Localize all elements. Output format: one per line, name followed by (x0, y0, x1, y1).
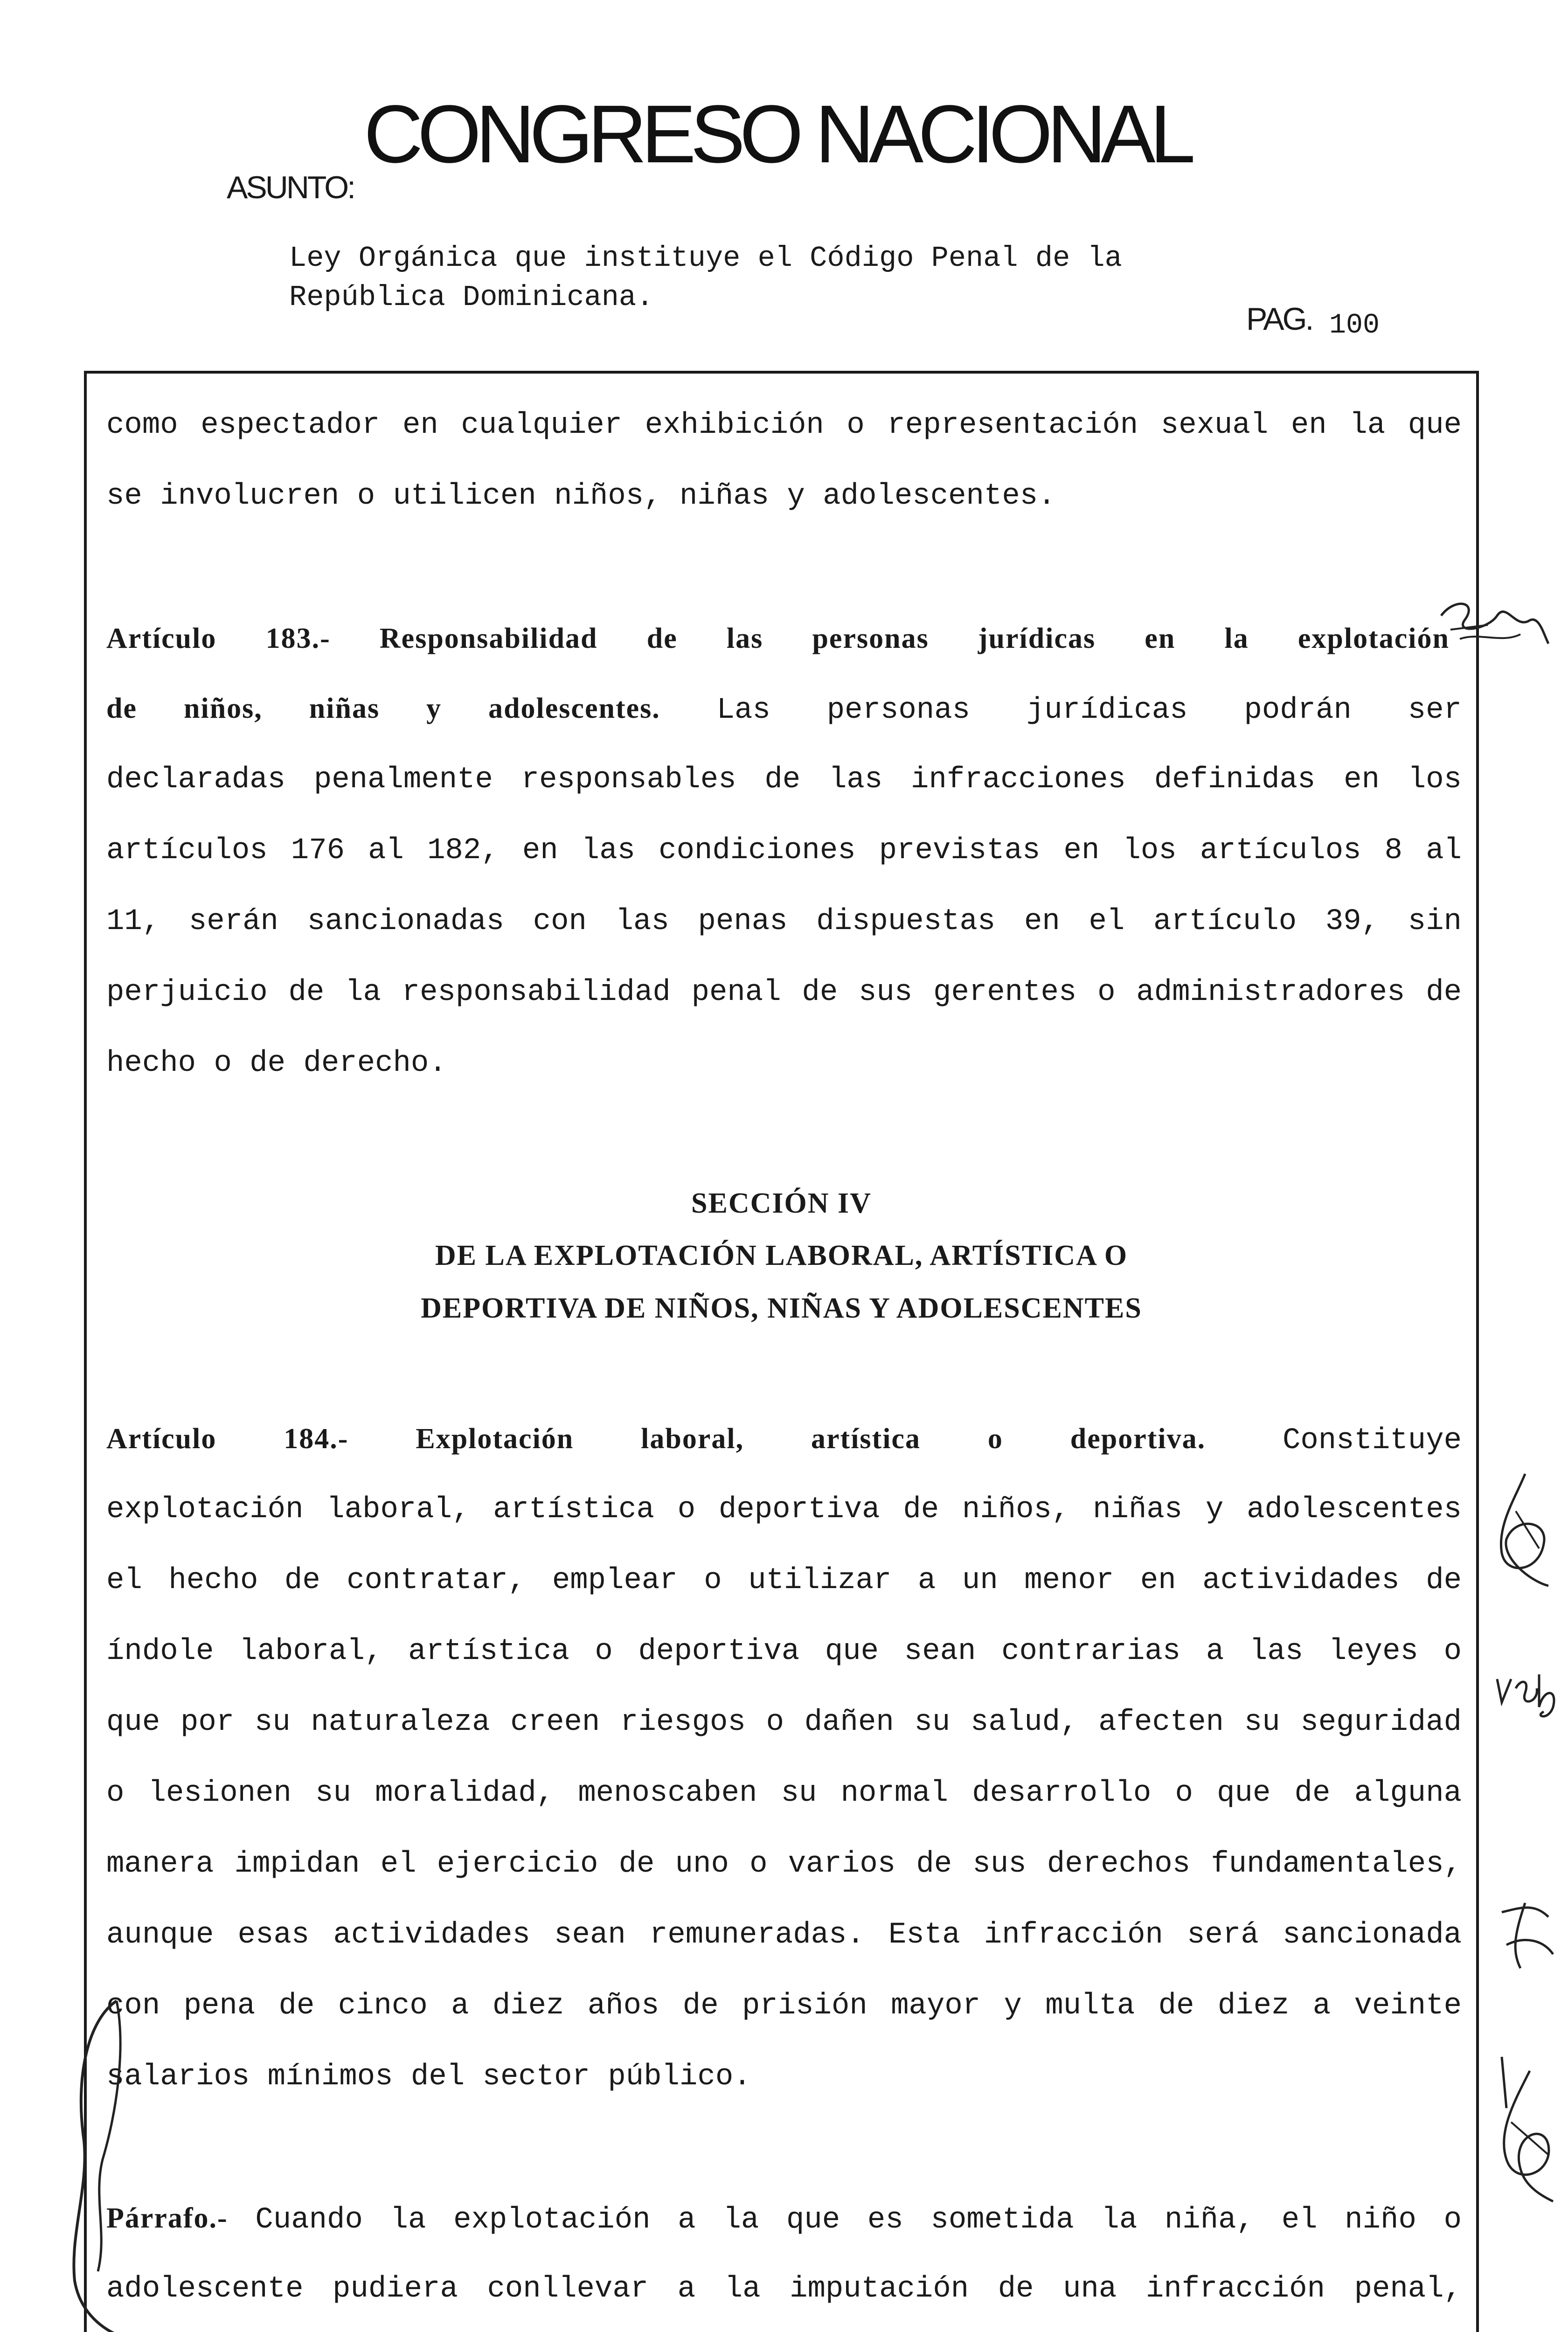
body-line: perjuicio de la responsabilidad penal de sus gerentes o administradores de (106, 976, 1462, 1009)
body-line: 11, serán sancionadas con las penas dispuestas en el artículo 39, sin (106, 905, 1462, 938)
section-heading-3: DEPORTIVA DE NIÑOS, NIÑAS Y ADOLESCENTES (421, 1292, 1142, 1324)
body-line (106, 690, 1462, 727)
article-183-title-cont: de niños, niñas y adolescentes. (106, 693, 660, 724)
page-label: PAG. (1246, 301, 1312, 337)
body-line: aunque esas actividades sean remuneradas. Esta infracción será sancionada (106, 1918, 1462, 1952)
parrafo-label: Párrafo.- (106, 2202, 228, 2234)
initials-top-right (1436, 588, 1553, 672)
signature-right-1 (1488, 1469, 1558, 1590)
signature-left (47, 1992, 131, 2332)
content-frame (84, 371, 1479, 2332)
body-line: como espectador en cualquier exhibición o representación sexual en la que (106, 409, 1462, 442)
body-line: el hecho de contratar, emplear o utilizar a un menor en actividades de (106, 1564, 1462, 1597)
body-line (106, 2200, 1462, 2237)
body-line: salarios mínimos del sector público. (106, 2060, 751, 2094)
header-title: CONGRESO NACIONAL (364, 89, 1190, 180)
body-line: hecho o de derecho. (106, 1047, 447, 1080)
subject-line-2: República Dominicana. (289, 281, 654, 314)
body-line: adolescente pudiera conllevar a la imputación de una infracción penal, (106, 2272, 1462, 2306)
body-line: artículos 176 al 182, en las condiciones previstas en los artículos 8 al (106, 834, 1462, 868)
body-text: Cuando la explotación a la que es sometida la niña, el niño o (228, 2203, 1462, 2237)
body-line: índole laboral, artística o deportiva que sean contrarias a las leyes o (106, 1635, 1462, 1668)
body-line: con pena de cinco a diez años de prisión mayor y multa de diez a veinte (106, 1989, 1462, 2023)
body-line: declaradas penalmente responsables de las infracciones definidas en los (106, 763, 1462, 797)
article-184-title: Artículo 184.- Explotación laboral, artística o deportiva. (106, 1423, 1206, 1455)
body-line: manera impidan el ejercicio de uno o varios de sus derechos fundamentales, (106, 1847, 1462, 1881)
body-text: Las personas jurídicas podrán ser (660, 694, 1462, 727)
subject-line-1: Ley Orgánica que instituye el Código Penal de la (289, 242, 1122, 275)
article-183-title: Artículo 183.- Responsabilidad de las personas jurídicas en la explotación (106, 623, 1450, 654)
page-number: 100 (1329, 310, 1380, 341)
signature-right-3 (1492, 1894, 1562, 1978)
body-line (106, 1420, 1462, 1458)
body-line: que por su naturaleza creen riesgos o dañen su salud, afecten su seguridad (106, 1706, 1462, 1739)
section-heading-2: DE LA EXPLOTACIÓN LABORAL, ARTÍSTICA O (435, 1240, 1128, 1271)
subject-text (289, 239, 1122, 317)
body-line: explotación laboral, artística o deportiva de niños, niñas y adolescentes (106, 1493, 1462, 1527)
signature-right-4 (1483, 2052, 1562, 2206)
signature-right-2 (1492, 1660, 1562, 1726)
body-line: o lesionen su moralidad, menoscaben su normal desarrollo o que de alguna (106, 1777, 1462, 1810)
body-line: se involucren o utilicen niños, niñas y adolescentes. (106, 479, 1056, 513)
asunto-label: ASUNTO: (227, 170, 354, 205)
section-heading-1: SECCIÓN IV (691, 1187, 872, 1219)
body-text: Constituye (1206, 1424, 1462, 1458)
